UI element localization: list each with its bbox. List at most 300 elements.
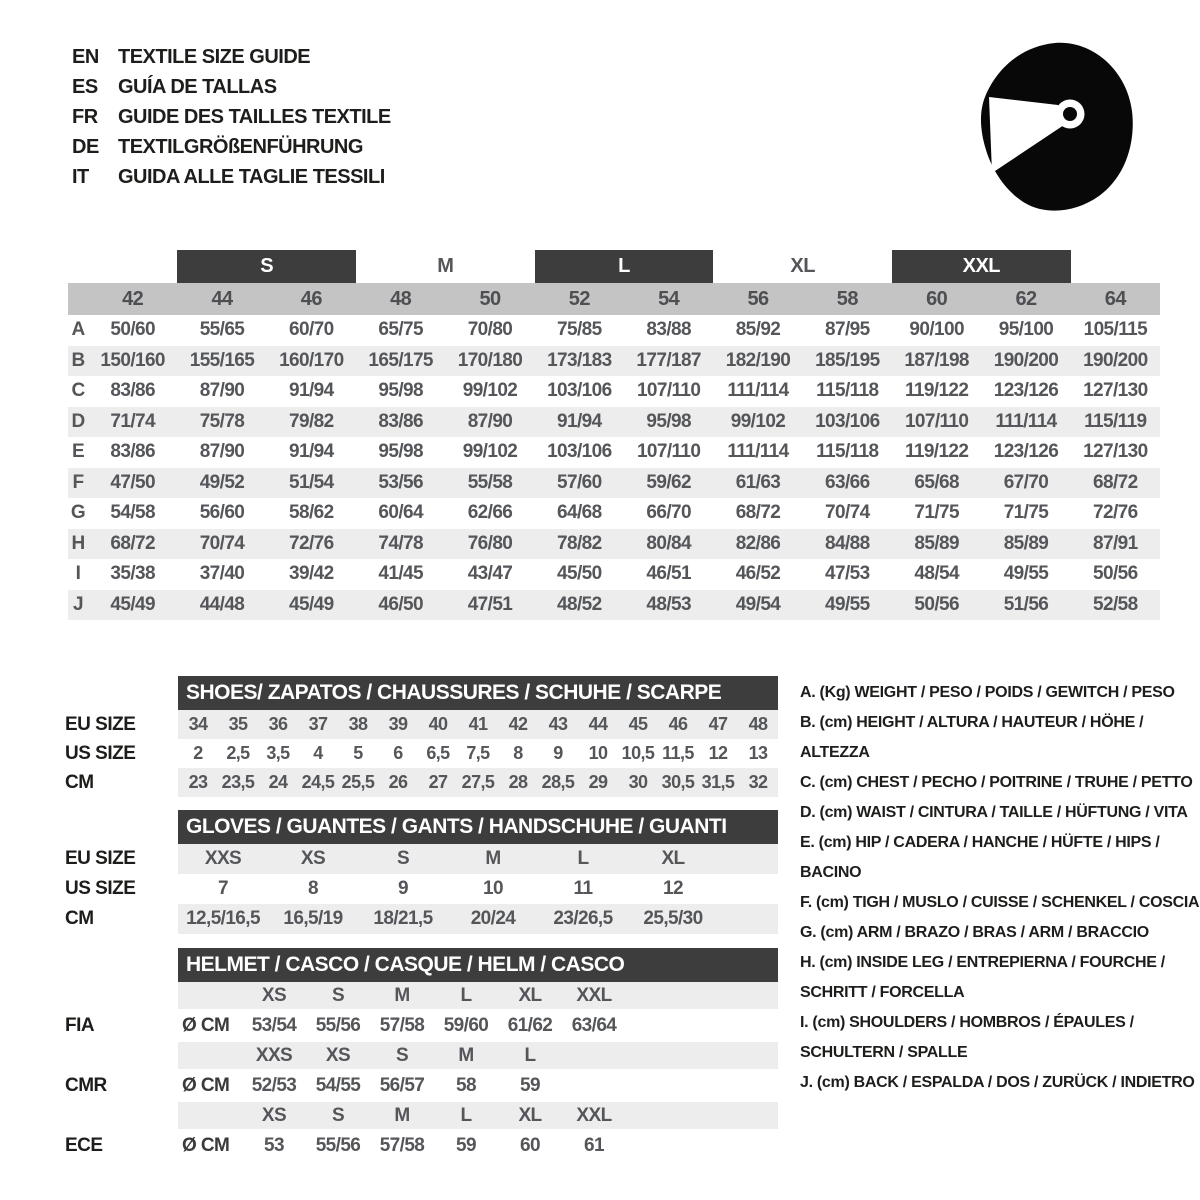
value-cell: 105/115	[1083, 319, 1148, 341]
value-cell: 160/170	[279, 349, 344, 371]
value-cell: 95/100	[998, 319, 1054, 341]
value-cell: 115/119	[1084, 410, 1147, 432]
size-header-cell: L	[460, 1104, 472, 1126]
value-cell: 40	[428, 714, 448, 734]
size-header-cell: XXS	[255, 1044, 293, 1066]
value-cell: 61/63	[735, 471, 781, 493]
corner-cell	[178, 1102, 242, 1129]
value-cell: 3,5	[266, 743, 290, 763]
column-header: 58	[836, 287, 858, 310]
value-cell: 54/55	[315, 1074, 361, 1096]
table-row	[178, 710, 778, 739]
table-row	[178, 739, 778, 768]
value-cell: 49/55	[1003, 563, 1049, 585]
value-cell: 47	[708, 714, 728, 734]
value-cell: 45	[628, 714, 648, 734]
value-cell: 70/74	[825, 502, 870, 524]
size-group-xxl: XXL	[892, 250, 1071, 283]
value-cell: 10	[483, 878, 503, 899]
value-cell: 4	[313, 743, 323, 763]
value-cell: 55/58	[467, 471, 513, 493]
value-cell: 95/98	[646, 410, 691, 432]
value-cell: 2	[193, 743, 203, 763]
value-cell: 87/91	[1093, 532, 1138, 554]
language-row	[72, 102, 391, 132]
legend-item: A. (Kg) WEIGHT / PESO / POIDS / GEWITCH / PESO	[800, 684, 1175, 701]
row-label: B	[71, 349, 85, 371]
size-group-l: L	[535, 250, 714, 283]
value-cell: 35	[228, 714, 248, 734]
value-cell: 60/64	[378, 502, 423, 524]
value-cell: 61/62	[507, 1014, 553, 1036]
value-cell: 177/187	[636, 349, 701, 371]
column-header: 52	[568, 287, 590, 310]
size-table	[178, 948, 778, 1162]
value-cell: 107/110	[636, 380, 701, 402]
value-cell: 87/90	[199, 380, 245, 402]
language-title: GUIDA ALLE TAGLIE TESSILI	[118, 165, 385, 188]
value-cell: 46/51	[646, 563, 691, 585]
value-cell: 68/72	[110, 532, 155, 554]
language-code: FR	[72, 105, 98, 128]
table-row	[68, 376, 1160, 407]
value-cell: 57/60	[557, 471, 602, 493]
value-cell: 46	[668, 714, 688, 734]
value-cell: 28,5	[541, 772, 575, 792]
value-cell: 71/75	[914, 502, 959, 524]
value-cell: 12	[708, 743, 728, 763]
legend-item: D. (cm) WAIST / CINTURA / TAILLE / HÜFTUNG / VITA	[800, 804, 1188, 821]
table-title-bar: GLOVES / GUANTES / GANTS / HANDSCHUHE / GUANTI	[178, 810, 778, 844]
value-cell: 62/66	[467, 502, 513, 524]
value-cell: 39/42	[289, 563, 334, 585]
value-cell: 75/85	[557, 319, 602, 341]
value-cell: 83/86	[378, 410, 423, 432]
value-cell: 107/110	[904, 410, 969, 432]
size-header-row	[178, 1042, 778, 1069]
size-header-cell: M	[458, 1044, 474, 1066]
value-cell: 59	[456, 1134, 476, 1156]
value-cell: 49/52	[199, 471, 245, 493]
size-header-cell: L	[524, 1044, 536, 1066]
measurement-legend	[800, 678, 1200, 1098]
table-row	[68, 407, 1160, 438]
size-table	[178, 810, 778, 934]
value-cell: 150/160	[100, 349, 165, 371]
value-cell: 36	[268, 714, 288, 734]
size-group-s: S	[177, 250, 356, 283]
language-title-block	[72, 42, 391, 192]
table-row	[68, 590, 1160, 621]
value-cell: 31,5	[701, 772, 735, 792]
value-cell: 85/89	[914, 532, 959, 554]
value-cell: 57/58	[379, 1134, 425, 1156]
value-cell: 56/57	[379, 1074, 425, 1096]
corner-cell	[68, 283, 88, 315]
value-cell: 60/70	[289, 319, 334, 341]
size-group-m: M	[437, 255, 454, 277]
value-cell: 37	[308, 714, 328, 734]
value-cell: 9	[553, 743, 563, 763]
value-cell: 68/72	[735, 502, 781, 524]
table-row	[68, 529, 1160, 560]
value-cell: 99/102	[462, 441, 518, 463]
value-cell: 10,5	[621, 743, 655, 763]
value-cell: 83/86	[110, 380, 155, 402]
table-row	[68, 346, 1160, 377]
row-label-column	[65, 948, 178, 1162]
value-cell: 127/130	[1083, 380, 1148, 402]
value-cell: 115/118	[816, 441, 879, 463]
legend-item: C. (cm) CHEST / PECHO / POITRINE / TRUHE / PETTO	[800, 774, 1193, 791]
spacer	[65, 1102, 178, 1129]
value-cell: 173/183	[547, 349, 612, 371]
gloves-size-table	[65, 810, 778, 934]
table-row	[178, 1069, 778, 1102]
value-cell: 68/72	[1093, 471, 1138, 493]
value-cell: 119/122	[904, 441, 969, 463]
row-label: US SIZE	[65, 742, 136, 764]
spacer	[65, 948, 178, 1009]
value-cell: 103/106	[815, 410, 880, 432]
value-cell: 123/126	[993, 380, 1059, 402]
row-label: EU SIZE	[65, 848, 136, 869]
value-cell: 2,5	[226, 743, 250, 763]
value-cell: 25,5/30	[643, 908, 703, 929]
legend-item: G. (cm) ARM / BRAZO / BRAS / ARM / BRACCIO	[800, 924, 1149, 941]
value-cell: 50/56	[914, 593, 959, 615]
value-cell: 107/110	[636, 441, 701, 463]
size-header-cell: M	[394, 1104, 410, 1126]
table-row	[178, 1129, 778, 1162]
value-cell: 87/90	[467, 410, 513, 432]
legend-item: I. (cm) SHOULDERS / HOMBROS / ÉPAULES / SCHULTERN / SPALLE	[800, 1014, 1134, 1061]
value-cell: 27,5	[461, 772, 495, 792]
value-cell: 63/66	[825, 471, 870, 493]
size-header-row	[178, 1102, 778, 1129]
size-header-cell: S	[331, 1104, 345, 1126]
language-row	[72, 132, 391, 162]
row-label-column	[65, 676, 178, 797]
value-cell: 57/58	[379, 1014, 425, 1036]
row-label: US SIZE	[65, 878, 136, 899]
value-cell: 72/76	[289, 532, 334, 554]
value-cell: 58/62	[289, 502, 334, 524]
value-cell: 10	[588, 743, 608, 763]
size-header-cell: S	[331, 984, 345, 1006]
value-cell: 12	[663, 878, 683, 899]
unit-label: Ø CM	[182, 1074, 230, 1096]
row-label: E	[71, 441, 85, 463]
value-cell: 11,5	[662, 743, 694, 763]
value-cell: 28	[508, 772, 528, 792]
row-label: CM	[65, 771, 94, 793]
value-cell: 23	[188, 772, 208, 792]
size-header-cell: XL	[518, 1104, 542, 1126]
value-cell: 82/86	[735, 532, 781, 554]
legend-item: J. (cm) BACK / ESPALDA / DOS / ZURÜCK / INDIETRO	[800, 1074, 1195, 1091]
table-row	[68, 437, 1160, 468]
row-label: G	[70, 502, 86, 524]
value-cell: 20/24	[470, 908, 516, 929]
value-cell: 46/50	[378, 593, 423, 615]
value-cell: 59/62	[646, 471, 691, 493]
value-cell: S	[396, 848, 410, 869]
size-header-cell: L	[460, 984, 472, 1006]
value-cell: 56/60	[199, 502, 245, 524]
legend-item: F. (cm) TIGH / MUSLO / CUISSE / SCHENKEL / COSCIA	[800, 894, 1200, 911]
language-code: EN	[72, 45, 99, 68]
row-label: CMR	[65, 1074, 107, 1096]
value-cell: 51/54	[289, 471, 334, 493]
size-header-cell: XS	[261, 1104, 287, 1126]
value-cell	[562, 1069, 626, 1102]
value-cell: 65/75	[378, 319, 423, 341]
table-row	[178, 768, 778, 797]
table-row	[178, 1009, 778, 1042]
value-cell: 91/94	[557, 410, 602, 432]
helmet-size-table	[65, 948, 778, 1162]
value-cell: 87/90	[199, 441, 245, 463]
value-cell: 35/38	[110, 563, 155, 585]
size-number-row	[68, 283, 1160, 315]
column-header: 60	[926, 287, 948, 310]
value-cell: 123/126	[993, 441, 1059, 463]
value-cell: 45/50	[557, 563, 602, 585]
value-cell: 95/98	[378, 441, 423, 463]
value-cell: 99/102	[730, 410, 786, 432]
value-cell: 49/55	[825, 593, 870, 615]
column-header: 42	[122, 287, 144, 310]
row-label: CM	[65, 908, 94, 929]
value-cell: 75/78	[199, 410, 245, 432]
language-title: GUÍA DE TALLAS	[118, 75, 277, 98]
legend-item: B. (cm) HEIGHT / ALTURA / HAUTEUR / HÖHE / ALTEZZA	[800, 714, 1144, 761]
value-cell: 78/82	[557, 532, 602, 554]
value-cell: 63/64	[571, 1014, 617, 1036]
value-cell: 84/88	[825, 532, 870, 554]
value-cell: XS	[300, 848, 326, 869]
value-cell: XXS	[204, 848, 242, 869]
spacer	[65, 810, 178, 844]
value-cell: 187/198	[904, 349, 969, 371]
value-cell: 71/74	[110, 410, 155, 432]
value-cell: 47/51	[467, 593, 513, 615]
language-code: DE	[72, 135, 99, 158]
value-cell: 29	[588, 772, 608, 792]
language-code: ES	[72, 75, 98, 98]
column-header: 50	[479, 287, 501, 310]
value-cell: 83/86	[110, 441, 155, 463]
value-cell: 185/195	[815, 349, 880, 371]
value-cell: 53/54	[251, 1014, 297, 1036]
value-cell: 43	[548, 714, 568, 734]
table-row	[178, 874, 778, 904]
value-cell: 27	[428, 772, 448, 792]
value-cell: 99/102	[462, 380, 518, 402]
value-cell: 48	[748, 714, 768, 734]
value-cell: 18/21,5	[373, 908, 433, 929]
language-row	[72, 162, 391, 192]
language-title: TEXTILGRÖßENFÜHRUNG	[118, 135, 363, 158]
row-label: A	[71, 319, 85, 341]
value-cell: 52/58	[1093, 593, 1138, 615]
size-header-cell: XXL	[576, 984, 612, 1006]
value-cell: 25,5	[341, 772, 375, 792]
value-cell: 39	[388, 714, 408, 734]
value-cell: 85/92	[735, 319, 781, 341]
value-cell: 50/56	[1093, 563, 1138, 585]
value-cell: 41	[468, 714, 488, 734]
legend-item: E. (cm) HIP / CADERA / HANCHE / HÜFTE / HIPS / BACINO	[800, 834, 1160, 881]
value-cell: 91/94	[289, 380, 334, 402]
value-cell: 6,5	[426, 743, 450, 763]
value-cell: XL	[661, 848, 685, 869]
size-header-cell: XS	[261, 984, 287, 1006]
size-group-row	[68, 250, 1160, 283]
value-cell: 67/70	[1003, 471, 1049, 493]
table-title-bar: HELMET / CASCO / CASQUE / HELM / CASCO	[178, 948, 778, 982]
spacer	[65, 676, 178, 710]
racing-helmet-icon	[975, 35, 1140, 220]
value-cell: 59/60	[443, 1014, 489, 1036]
column-header: 44	[211, 287, 233, 310]
size-table	[178, 676, 778, 797]
value-cell: 79/82	[289, 410, 334, 432]
table-row	[178, 904, 778, 934]
value-cell: 52/53	[251, 1074, 297, 1096]
value-cell: 190/200	[993, 349, 1059, 371]
table-row	[68, 315, 1160, 346]
value-cell: 119/122	[904, 380, 969, 402]
value-cell: 5	[353, 743, 363, 763]
value-cell: 53	[264, 1134, 284, 1156]
value-cell: 23/26,5	[553, 908, 613, 929]
row-label: I	[75, 563, 81, 585]
value-cell: 103/106	[547, 380, 612, 402]
value-cell: 95/98	[378, 380, 423, 402]
value-cell: 38	[348, 714, 368, 734]
value-cell: 30,5	[661, 772, 695, 792]
size-header-cell: S	[395, 1044, 409, 1066]
value-cell: 48/53	[646, 593, 691, 615]
language-row	[72, 72, 391, 102]
value-cell: 72/76	[1093, 502, 1138, 524]
value-cell: 16,5/19	[283, 908, 343, 929]
language-code: IT	[72, 165, 89, 188]
value-cell: 48/52	[557, 593, 602, 615]
value-cell: 165/175	[368, 349, 433, 371]
value-cell: 24,5	[301, 772, 335, 792]
row-label: J	[73, 593, 83, 615]
value-cell: 111/114	[727, 380, 789, 402]
value-cell: 32	[748, 772, 768, 792]
value-cell: 41/45	[378, 563, 423, 585]
unit-label: Ø CM	[182, 1014, 230, 1036]
value-cell: 13	[748, 743, 768, 763]
value-cell: 9	[398, 878, 408, 899]
value-cell: 182/190	[725, 349, 791, 371]
unit-label: Ø CM	[182, 1134, 230, 1156]
value-cell: 42	[508, 714, 528, 734]
row-label: C	[71, 380, 85, 402]
value-cell: L	[577, 848, 589, 869]
value-cell: 76/80	[467, 532, 513, 554]
value-cell: 12,5/16,5	[186, 908, 260, 929]
value-cell: 70/74	[199, 532, 245, 554]
size-header-cell: XXL	[576, 1104, 612, 1126]
value-cell: 23,5	[221, 772, 255, 792]
column-header: 62	[1015, 287, 1037, 310]
value-cell: 61	[584, 1134, 604, 1156]
legend-item: H. (cm) INSIDE LEG / ENTREPIERNA / FOURCHE / SCHRITT / FORCELLA	[800, 954, 1165, 1001]
value-cell: 47/53	[825, 563, 870, 585]
value-cell: 11	[573, 878, 593, 899]
value-cell: 64/68	[557, 502, 602, 524]
size-header-row	[178, 982, 778, 1009]
table-row	[178, 844, 778, 874]
value-cell: 7	[218, 878, 228, 899]
value-cell: 85/89	[1003, 532, 1049, 554]
value-cell: 103/106	[547, 441, 612, 463]
row-label: EU SIZE	[65, 713, 136, 735]
main-size-table	[68, 250, 1160, 620]
size-header-cell: XL	[518, 984, 542, 1006]
size-header-cell	[562, 1042, 626, 1069]
value-cell: 115/118	[816, 380, 879, 402]
value-cell: 59	[520, 1074, 540, 1096]
value-cell: 37/40	[199, 563, 245, 585]
value-cell: 70/80	[467, 319, 513, 341]
shoes-size-table	[65, 676, 778, 797]
value-cell: 45/49	[289, 593, 334, 615]
value-cell: 55/56	[315, 1014, 361, 1036]
value-cell: 50/60	[110, 319, 155, 341]
value-cell: 8	[513, 743, 523, 763]
row-label: F	[72, 471, 84, 493]
value-cell: 91/94	[289, 441, 334, 463]
value-cell: 7,5	[466, 743, 490, 763]
value-cell: 43/47	[467, 563, 513, 585]
value-cell: 26	[388, 772, 408, 792]
value-cell: 55/56	[315, 1134, 361, 1156]
language-title: GUIDE DES TAILLES TEXTILE	[118, 105, 391, 128]
value-cell: 24	[268, 772, 288, 792]
value-cell: 90/100	[909, 319, 964, 341]
value-cell: 74/78	[378, 532, 423, 554]
value-cell: 83/88	[646, 319, 691, 341]
value-cell: M	[485, 848, 501, 869]
language-title: TEXTILE SIZE GUIDE	[118, 45, 311, 68]
row-label: FIA	[65, 1014, 95, 1036]
size-group-xl: XL	[790, 255, 815, 277]
value-cell: 34	[188, 714, 208, 734]
value-cell: 48/54	[914, 563, 959, 585]
size-header-cell: M	[394, 984, 410, 1006]
column-header: 56	[747, 287, 769, 310]
value-cell: 51/56	[1003, 593, 1049, 615]
row-label: ECE	[65, 1134, 103, 1156]
table-title-bar: SHOES/ ZAPATOS / CHAUSSURES / SCHUHE / SCARPE	[178, 676, 778, 710]
column-header: 54	[658, 287, 680, 310]
row-label: H	[71, 532, 85, 554]
value-cell: 55/65	[199, 319, 245, 341]
corner-cell	[178, 1042, 242, 1069]
value-cell: 44	[588, 714, 608, 734]
row-label-column	[65, 810, 178, 934]
row-label: D	[71, 410, 85, 432]
column-header: 48	[390, 287, 412, 310]
